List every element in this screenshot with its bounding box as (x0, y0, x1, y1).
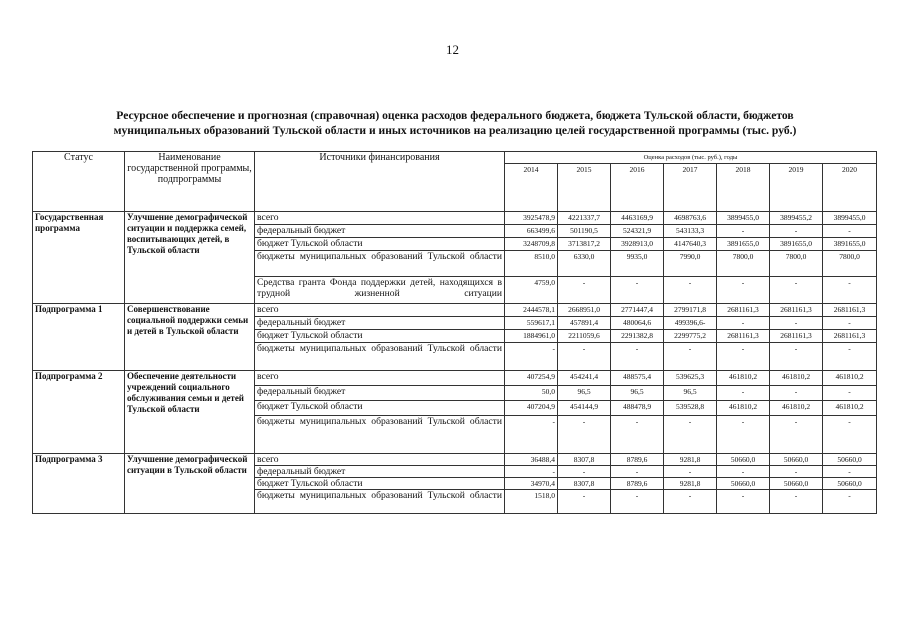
value-cell: 96,5 (664, 386, 717, 401)
value-cell: 539625,3 (664, 371, 717, 386)
value-cell: - (611, 466, 664, 478)
value-cell: 663499,6 (505, 225, 558, 238)
status-cell: Подпрограмма 3 (33, 454, 125, 514)
value-cell: 8789,6 (611, 478, 664, 490)
value-cell: 50660,0 (717, 454, 770, 466)
value-cell: 7800,0 (717, 251, 770, 277)
value-cell: - (770, 277, 823, 304)
header-status: Статус (33, 152, 125, 212)
value-cell: - (717, 343, 770, 371)
value-cell: 2291382,8 (611, 330, 664, 343)
value-cell: 8789,6 (611, 454, 664, 466)
program-name-cell: Обеспечение деятельности учреждений социального обслуживания семьи и детей Тульской области (125, 371, 255, 454)
header-year: 2014 (505, 164, 558, 212)
value-cell: - (558, 343, 611, 371)
value-cell: - (717, 490, 770, 514)
value-cell: 407204,9 (505, 401, 558, 416)
value-cell: - (823, 225, 877, 238)
value-cell: 2681161,3 (717, 330, 770, 343)
value-cell: - (770, 490, 823, 514)
value-cell: - (823, 416, 877, 454)
value-cell: - (770, 466, 823, 478)
value-cell: 2681161,3 (717, 304, 770, 317)
value-cell: - (664, 466, 717, 478)
value-cell: 2771447,4 (611, 304, 664, 317)
funding-source-cell: всего (255, 371, 505, 386)
value-cell: - (664, 416, 717, 454)
value-cell: - (823, 490, 877, 514)
value-cell: 2681161,3 (770, 304, 823, 317)
value-cell: 543133,3 (664, 225, 717, 238)
value-cell: - (558, 466, 611, 478)
value-cell: - (823, 386, 877, 401)
value-cell: 454241,4 (558, 371, 611, 386)
title-line-2: муниципальных образований Тульской области и иных источников на реализацию целей государственной программы (тыс. руб.) (113, 124, 797, 137)
value-cell: 2668951,0 (558, 304, 611, 317)
table-header (33, 152, 877, 212)
header-year: 2016 (611, 164, 664, 212)
value-cell: 50,0 (505, 386, 558, 401)
value-cell: 50660,0 (823, 454, 877, 466)
value-cell: 3891655,0 (770, 238, 823, 251)
value-cell: 559617,1 (505, 317, 558, 330)
value-cell: 2681161,3 (770, 330, 823, 343)
funding-source-cell: бюджет Тульской области (255, 401, 505, 416)
document-title (60, 108, 850, 138)
value-cell: - (611, 416, 664, 454)
table-body (33, 212, 877, 514)
value-cell: - (505, 343, 558, 371)
status-cell: Государственная программа (33, 212, 125, 304)
program-name-cell: Совершенствование социальной поддержки семьи и детей в Тульской области (125, 304, 255, 371)
value-cell: 524321,9 (611, 225, 664, 238)
value-cell: 461810,2 (770, 401, 823, 416)
value-cell: 1518,0 (505, 490, 558, 514)
value-cell: 1884961,0 (505, 330, 558, 343)
header-year: 2019 (770, 164, 823, 212)
funding-source-cell: федеральный бюджет (255, 225, 505, 238)
value-cell: - (823, 343, 877, 371)
value-cell: 461810,2 (717, 371, 770, 386)
status-cell: Подпрограмма 2 (33, 371, 125, 454)
value-cell: 407254,9 (505, 371, 558, 386)
value-cell: 457891,4 (558, 317, 611, 330)
value-cell: 50660,0 (823, 478, 877, 490)
value-cell: 8307,8 (558, 478, 611, 490)
value-cell: 461810,2 (823, 401, 877, 416)
funding-source-cell: бюджеты муниципальных образований Тульской области (255, 343, 505, 371)
header-year: 2018 (717, 164, 770, 212)
value-cell: - (717, 277, 770, 304)
value-cell: - (717, 386, 770, 401)
value-cell: - (823, 466, 877, 478)
value-cell: 2799171,8 (664, 304, 717, 317)
value-cell: 34970,4 (505, 478, 558, 490)
value-cell: 9935,0 (611, 251, 664, 277)
value-cell: - (823, 317, 877, 330)
value-cell: - (717, 225, 770, 238)
value-cell: 7800,0 (770, 251, 823, 277)
value-cell: 454144,9 (558, 401, 611, 416)
value-cell: - (558, 490, 611, 514)
value-cell: 50660,0 (770, 454, 823, 466)
program-name-cell: Улучшение демографической ситуации и поддержка семей, воспитывающих детей, в Тульской области (125, 212, 255, 304)
funding-source-cell: федеральный бюджет (255, 466, 505, 478)
value-cell: 2211059,6 (558, 330, 611, 343)
value-cell: 2681161,3 (823, 304, 877, 317)
value-cell: - (505, 466, 558, 478)
value-cell: - (664, 490, 717, 514)
value-cell: 488478,9 (611, 401, 664, 416)
value-cell: - (770, 317, 823, 330)
funding-source-cell: всего (255, 454, 505, 466)
value-cell: 2444578,1 (505, 304, 558, 317)
value-cell: - (664, 277, 717, 304)
value-cell: - (611, 490, 664, 514)
value-cell: 480064,6 (611, 317, 664, 330)
value-cell: 3925478,9 (505, 212, 558, 225)
value-cell: 539528,8 (664, 401, 717, 416)
value-cell: 3891655,0 (717, 238, 770, 251)
funding-source-cell: бюджеты муниципальных образований Тульской области (255, 251, 505, 277)
value-cell: 4759,0 (505, 277, 558, 304)
funding-source-cell: бюджет Тульской области (255, 478, 505, 490)
value-cell: - (558, 277, 611, 304)
value-cell: 96,5 (611, 386, 664, 401)
value-cell: - (558, 416, 611, 454)
value-cell: - (823, 277, 877, 304)
page-number: 12 (446, 42, 459, 57)
value-cell: 96,5 (558, 386, 611, 401)
value-cell: 4221337,7 (558, 212, 611, 225)
value-cell: - (770, 225, 823, 238)
value-cell: 2681161,3 (823, 330, 877, 343)
value-cell: 8307,8 (558, 454, 611, 466)
value-cell: 3928913,0 (611, 238, 664, 251)
value-cell: 461810,2 (770, 371, 823, 386)
value-cell: 488575,4 (611, 371, 664, 386)
budget-table (32, 151, 877, 514)
value-cell: - (770, 416, 823, 454)
header-program-name: Наименование государственной программы, подпрограммы (125, 152, 255, 212)
value-cell: 4463169,9 (611, 212, 664, 225)
value-cell: 36488,4 (505, 454, 558, 466)
header-year: 2017 (664, 164, 717, 212)
value-cell: 9281,8 (664, 454, 717, 466)
value-cell: 3713817,2 (558, 238, 611, 251)
value-cell: 3899455,2 (770, 212, 823, 225)
funding-source-cell: бюджеты муниципальных образований Тульской области (255, 490, 505, 514)
value-cell: - (717, 317, 770, 330)
funding-source-cell: всего (255, 212, 505, 225)
table-row (33, 212, 877, 225)
header-year: 2015 (558, 164, 611, 212)
value-cell: 501190,5 (558, 225, 611, 238)
value-cell: 2299775,2 (664, 330, 717, 343)
value-cell: - (611, 343, 664, 371)
value-cell: - (664, 343, 717, 371)
funding-source-cell: Средства гранта Фонда поддержки детей, находящихся в трудной жизненной ситуации (255, 277, 505, 304)
funding-source-cell: бюджет Тульской области (255, 330, 505, 343)
value-cell: 461810,2 (823, 371, 877, 386)
value-cell: 499396,6- (664, 317, 717, 330)
value-cell: 50660,0 (717, 478, 770, 490)
value-cell: 3899455,0 (823, 212, 877, 225)
value-cell: 7800,0 (823, 251, 877, 277)
value-cell: 50660,0 (770, 478, 823, 490)
header-year: 2020 (823, 164, 877, 212)
table-row (33, 454, 877, 466)
value-cell: 4698763,6 (664, 212, 717, 225)
value-cell: - (505, 416, 558, 454)
program-name-cell: Улучшение демографической ситуации в Тульской области (125, 454, 255, 514)
value-cell: 3248709,8 (505, 238, 558, 251)
value-cell: - (770, 343, 823, 371)
value-cell: - (611, 277, 664, 304)
value-cell: 461810,2 (717, 401, 770, 416)
header-funding-sources: Источники финансирования (255, 152, 505, 212)
value-cell: 7990,0 (664, 251, 717, 277)
funding-source-cell: бюджеты муниципальных образований Тульской области (255, 416, 505, 454)
header-estimate: Оценка расходов (тыс. руб.), годы (505, 152, 877, 164)
value-cell: - (770, 386, 823, 401)
table-row (33, 304, 877, 317)
value-cell: 8510,0 (505, 251, 558, 277)
value-cell: 4147640,3 (664, 238, 717, 251)
title-line-1: Ресурсное обеспечение и прогнозная (справочная) оценка расходов федерального бюджета, бюджета Тульской области, бюджетов (116, 109, 794, 122)
status-cell: Подпрограмма 1 (33, 304, 125, 371)
funding-source-cell: федеральный бюджет (255, 386, 505, 401)
table-row (33, 371, 877, 386)
funding-source-cell: федеральный бюджет (255, 317, 505, 330)
value-cell: 3891655,0 (823, 238, 877, 251)
funding-source-cell: всего (255, 304, 505, 317)
value-cell: 6330,0 (558, 251, 611, 277)
funding-source-cell: бюджет Тульской области (255, 238, 505, 251)
value-cell: - (717, 416, 770, 454)
value-cell: 9281,8 (664, 478, 717, 490)
value-cell: 3899455,0 (717, 212, 770, 225)
value-cell: - (717, 466, 770, 478)
